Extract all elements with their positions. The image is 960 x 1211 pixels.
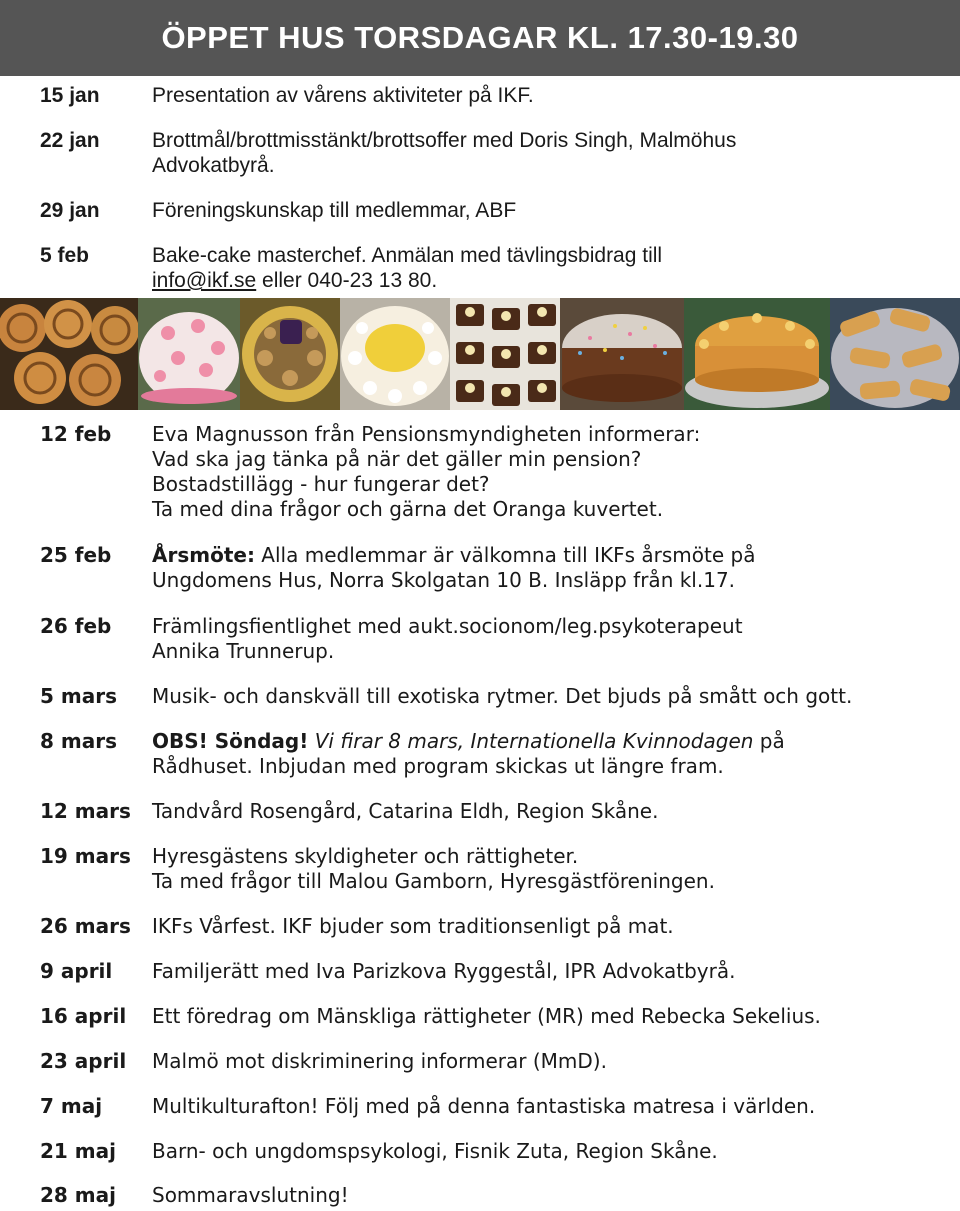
event-text: [152, 1183, 942, 1208]
event-line: Ta med dina frågor och gärna det Oranga kuvertet.: [152, 497, 664, 521]
sprinkle-cake-photo: [560, 298, 684, 410]
event-text: [152, 799, 942, 824]
header-title: ÖPPET HUS TORSDAGAR KL. 17.30-19.30: [161, 20, 799, 55]
email-link[interactable]: info@ikf.se: [152, 269, 257, 292]
cinnamon-buns-photo: [0, 298, 138, 410]
event-line: Advokatbyrå.: [152, 154, 275, 177]
event-date: 8 mars: [40, 729, 117, 753]
event-date: 9 april: [40, 959, 113, 983]
food-photo-strip: [0, 298, 960, 410]
event-date: 23 april: [40, 1049, 127, 1073]
event-line: Ungdomens Hus, Norra Skolgatan 10 B. Insläpp från kl.17.: [152, 568, 736, 592]
event-line: Rådhuset. Inbjudan med program skickas ut längre fram.: [152, 754, 724, 778]
event-line: Malmö mot diskriminering informerar (MmD).: [152, 1049, 607, 1073]
event-line: Sommaravslutning!: [152, 1183, 349, 1207]
event-line: Annika Trunnerup.: [152, 639, 335, 663]
event-bold-label: OBS! Söndag!: [152, 729, 309, 753]
page-header: [0, 0, 960, 76]
event-date: 26 mars: [40, 914, 131, 938]
event-date: 25 feb: [40, 543, 112, 567]
event-text: [152, 128, 942, 178]
event-line: Föreningskunskap till medlemmar, ABF: [152, 199, 517, 222]
event-date: 16 april: [40, 1004, 127, 1028]
event-line-rest: på: [753, 729, 785, 753]
event-line: Barn- och ungdomspsykologi, Fisnik Zuta, Region Skåne.: [152, 1139, 718, 1163]
event-line: [152, 543, 942, 568]
event-line: Tandvård Rosengård, Catarina Eldh, Region Skåne.: [152, 799, 659, 823]
event-line: Multikulturafton! Följ med på denna fantastiska matresa i världen.: [152, 1094, 816, 1118]
event-bold-label: Årsmöte:: [152, 543, 255, 567]
event-date: 12 feb: [40, 422, 112, 446]
event-text: [152, 543, 942, 593]
event-text: [152, 614, 942, 664]
event-text: [152, 422, 942, 522]
event-line: Bake-cake masterchef. Anmälan med tävlingsbidrag till: [152, 244, 663, 267]
event-date: 12 mars: [40, 799, 131, 823]
event-italic-text: Vi firar 8 mars, Internationella Kvinnodagen: [308, 729, 754, 753]
event-date: 7 maj: [40, 1094, 103, 1118]
event-line: Familjerätt med Iva Parizkova Ryggestål, IPR Advokatbyrå.: [152, 959, 736, 983]
event-date: 5 mars: [40, 684, 117, 708]
event-line: Hyresgästens skyldigheter och rättigheter.: [152, 844, 579, 868]
event-text: [152, 729, 942, 779]
event-date: 5 feb: [40, 244, 90, 267]
event-line-rest: eller 040-23 13 80.: [256, 269, 438, 292]
event-date: 26 feb: [40, 614, 112, 638]
event-date: 28 maj: [40, 1183, 116, 1207]
event-date: 29 jan: [40, 199, 100, 222]
event-date: 15 jan: [40, 84, 100, 107]
event-line: IKFs Vårfest. IKF bjuder som traditionsenligt på mat.: [152, 914, 674, 938]
pink-flower-cake-photo: [138, 298, 240, 410]
event-line: [152, 268, 942, 293]
chocolate-squares-photo: [450, 298, 560, 410]
event-text: [152, 959, 942, 984]
event-line: Vad ska jag tänka på när det gäller min pension?: [152, 447, 642, 471]
event-text: [152, 198, 942, 223]
event-text: [152, 914, 942, 939]
event-line: Eva Magnusson från Pensionsmyndigheten informerar:: [152, 422, 701, 446]
event-line: Bostadstillägg - hur fungerar det?: [152, 472, 490, 496]
event-text: [152, 83, 942, 108]
event-text: [152, 684, 942, 709]
event-text: [152, 1139, 942, 1164]
event-line: Ett föredrag om Mänskliga rättigheter (MR) med Rebecka Sekelius.: [152, 1004, 821, 1028]
event-text: [152, 1094, 942, 1119]
cookie-platter-photo: [240, 298, 340, 410]
event-date: 22 jan: [40, 129, 100, 152]
almond-caramel-cake-photo: [684, 298, 830, 410]
event-date: 21 maj: [40, 1139, 116, 1163]
event-line: [152, 729, 942, 754]
event-line: Främlingsfientlighet med aukt.socionom/leg.psykoterapeut: [152, 614, 743, 638]
lemon-meringue-cake-photo: [340, 298, 450, 410]
event-text: [152, 1004, 942, 1029]
event-text: [152, 844, 942, 894]
event-line: Ta med frågor till Malou Gamborn, Hyresgästföreningen.: [152, 869, 715, 893]
event-line: Brottmål/brottmisstänkt/brottsoffer med Doris Singh, Malmöhus: [152, 129, 737, 152]
event-line-rest: Alla medlemmar är välkomna till IKFs årsmöte på: [254, 543, 756, 567]
event-date: 19 mars: [40, 844, 131, 868]
event-line: Presentation av vårens aktiviteter på IKF.: [152, 84, 534, 107]
event-line: Musik- och danskväll till exotiska rytmer. Det bjuds på smått och gott.: [152, 684, 853, 708]
event-text: [152, 1049, 942, 1074]
pastry-rolls-photo: [830, 298, 960, 410]
event-text: [152, 243, 942, 293]
